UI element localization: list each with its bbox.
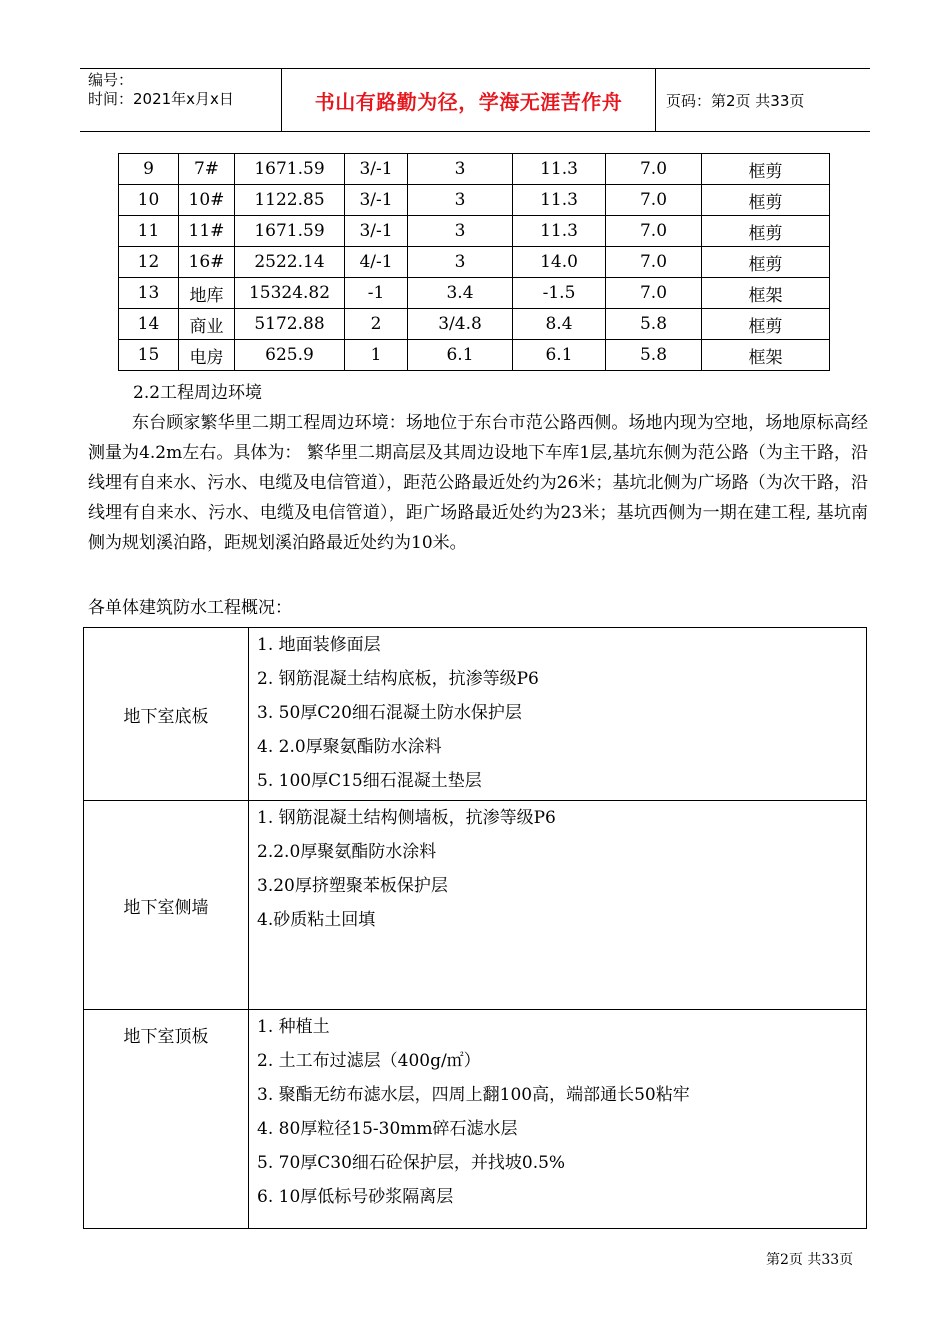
waterproof-table [83,627,867,1229]
table-cell: 14 [119,309,179,340]
building-table [118,153,830,371]
waterproof-item: 1. 种植土 [257,1017,330,1037]
waterproof-item: 4.砂质粘土回填 [257,910,376,930]
table-cell: 商业 [179,309,235,340]
table-cell: 13 [119,278,179,309]
table-cell: 16# [179,247,235,278]
header-page-info: 页码：第2页 共33页 [666,91,805,110]
waterproof-item: 5. 100厚C15细石混凝土垫层 [257,771,482,791]
waterproof-item: 3. 50厚C20细石混凝土防水保护层 [257,703,522,723]
table-cell: 地库 [179,278,235,309]
table-cell: 1 [345,340,408,371]
waterproof-item: 3. 聚酯无纺布滤水层，四周上翻100高，端部通长50粘牢 [257,1085,690,1105]
table-cell: 3 [408,154,513,185]
waterproof-row-roof [84,1010,867,1229]
page-header [80,68,870,132]
table-cell: 8.4 [513,309,606,340]
header-motto: 书山有路勤为径，学海无涯苦作舟 [282,69,656,131]
table-cell: 7.0 [606,278,702,309]
table-cell: -1.5 [513,278,606,309]
building-table-body [119,154,830,371]
table-cell: 框架 [702,278,830,309]
table-row [119,247,830,278]
header-time-label: 时间：2021年x月x日 [88,90,234,108]
waterproof-row-floor [84,628,867,801]
table-cell: 2522.14 [235,247,345,278]
table-cell: 7.0 [606,154,702,185]
table-cell: 7# [179,154,235,185]
table-cell: 3/-1 [345,185,408,216]
table-cell: 11# [179,216,235,247]
page-footer: 第2页 共33页 [766,1252,854,1268]
waterproof-item: 1. 钢筋混凝土结构侧墙板，抗渗等级P6 [257,808,556,828]
table-cell: 3/-1 [345,154,408,185]
table-cell: 框剪 [702,247,830,278]
table-cell: 6.1 [513,340,606,371]
header-code-label: 编号： [88,71,134,89]
waterproof-item: 2. 土工布过滤层（400g/㎡） [257,1051,481,1071]
table-cell: 2 [345,309,408,340]
table-cell: 11.3 [513,216,606,247]
table-cell: 15 [119,340,179,371]
table-row [119,216,830,247]
table-row [119,278,830,309]
table-cell: 3/-1 [345,216,408,247]
waterproof-items [249,801,867,1010]
waterproof-item: 2.2.0厚聚氨酯防水涂料 [257,842,437,862]
waterproof-item: 2. 钢筋混凝土结构底板，抗渗等级P6 [257,669,539,689]
table-cell: 12 [119,247,179,278]
waterproof-item: 6. 10厚低标号砂浆隔离层 [257,1187,454,1207]
table-cell: 1671.59 [235,154,345,185]
waterproof-label: 地下室底板 [84,628,249,801]
table-cell: 4/-1 [345,247,408,278]
table-row [119,340,830,371]
table-cell: 625.9 [235,340,345,371]
waterproof-row-wall [84,801,867,1010]
waterproof-items [249,1010,867,1229]
waterproof-item: 4. 2.0厚聚氨酯防水涂料 [257,737,442,757]
table-cell: 框剪 [702,309,830,340]
waterproof-label: 地下室侧墙 [84,801,249,1010]
waterproof-label: 地下室顶板 [84,1010,249,1229]
table-cell: 3.4 [408,278,513,309]
table-cell: 5.8 [606,309,702,340]
table-cell: 6.1 [408,340,513,371]
table-row [119,154,830,185]
table-cell: 1671.59 [235,216,345,247]
table-row [119,309,830,340]
table-cell: 3 [408,185,513,216]
table-cell: 5.8 [606,340,702,371]
table-cell: 14.0 [513,247,606,278]
table-cell: 7.0 [606,247,702,278]
table-cell: 框架 [702,340,830,371]
table-cell: 3/4.8 [408,309,513,340]
header-meta [80,69,282,131]
table-cell: 框剪 [702,154,830,185]
table-cell: 15324.82 [235,278,345,309]
table-row [119,185,830,216]
waterproof-items [249,628,867,801]
waterproof-item: 3.20厚挤塑聚苯板保护层 [257,876,448,896]
environment-paragraph: 东台顾家繁华里二期工程周边环境：场地位于东台市范公路西侧。场地内现为空地，场地原标高经测量为4.2m左右。具体为： 繁华里二期高层及其周边设地下车库1层,基坑东侧为范公路（为主干路，沿线埋有自来水、污水、电缆及电信管道），距范公路最近处约为26米；基坑北侧为广场路（为次干路，沿线埋有自来水、污水、电缆及电信管道），距广场路最近处约为23米；基坑西侧为一期在建工程, 基坑南侧为规划溪泊路，距规划溪泊路最近处约为10米。 [88,413,868,553]
waterproof-item: 4. 80厚粒径15-30mm碎石滤水层 [257,1119,518,1139]
waterproof-item: 1. 地面装修面层 [257,635,381,655]
table-cell: 框剪 [702,216,830,247]
table-cell: 7.0 [606,216,702,247]
table-cell: 10 [119,185,179,216]
table-cell: 11 [119,216,179,247]
table-cell: 7.0 [606,185,702,216]
table-cell: 11.3 [513,154,606,185]
table-cell: 框剪 [702,185,830,216]
table-cell: 9 [119,154,179,185]
table-cell: -1 [345,278,408,309]
table-cell: 电房 [179,340,235,371]
table-cell: 11.3 [513,185,606,216]
waterproof-item: 5. 70厚C30细石砼保护层，并找坡0.5% [257,1153,566,1173]
table-cell: 5172.88 [235,309,345,340]
table-cell: 10# [179,185,235,216]
waterproof-subheading: 各单体建筑防水工程概况： [88,598,292,618]
table-cell: 3 [408,216,513,247]
section-title: 2.2工程周边环境 [133,383,263,403]
table-cell: 1122.85 [235,185,345,216]
table-cell: 3 [408,247,513,278]
